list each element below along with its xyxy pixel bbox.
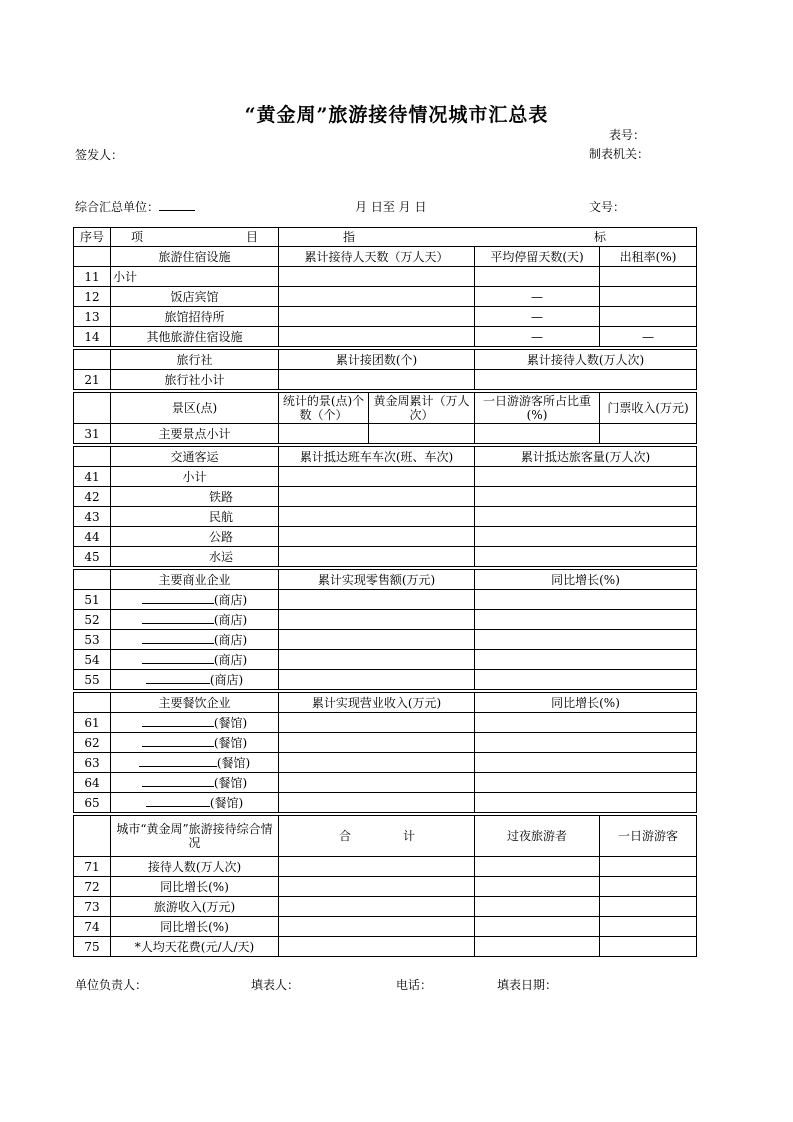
summary-unit-blank[interactable] bbox=[159, 199, 195, 211]
table-row: 75 *人均天花费(元/人/天) bbox=[74, 937, 697, 957]
table-row: 14 其他旅游住宿设施 — — bbox=[74, 327, 697, 347]
date-range: 月 日至 月 日 bbox=[355, 200, 427, 214]
data-cell[interactable] bbox=[475, 650, 697, 670]
data-cell[interactable] bbox=[600, 917, 697, 937]
shop-name-cell[interactable]: (商店) bbox=[111, 670, 279, 690]
data-cell[interactable] bbox=[279, 307, 475, 327]
table-row: 73 旅游收入(万元) bbox=[74, 897, 697, 917]
data-cell[interactable] bbox=[475, 753, 697, 773]
restaurant-name-blank[interactable] bbox=[146, 795, 210, 807]
data-cell[interactable] bbox=[279, 630, 475, 650]
data-cell[interactable] bbox=[475, 630, 697, 650]
data-cell[interactable] bbox=[279, 897, 475, 917]
form-title: “黄金周”旅游接待情况城市汇总表 bbox=[244, 104, 549, 126]
table-row: 63 (餐馆) bbox=[74, 753, 697, 773]
data-cell[interactable] bbox=[475, 713, 697, 733]
table-row: 52 (商店) bbox=[74, 610, 697, 630]
data-cell[interactable] bbox=[279, 327, 475, 347]
data-cell[interactable] bbox=[279, 267, 475, 287]
signer-label: 签发人： bbox=[75, 148, 124, 162]
data-cell[interactable] bbox=[279, 547, 475, 567]
restaurant-name-blank[interactable] bbox=[139, 755, 217, 767]
table-header-row bbox=[74, 228, 697, 247]
table-row: 65 (餐馆) bbox=[74, 793, 697, 813]
data-cell[interactable] bbox=[279, 857, 475, 877]
shop-name-cell[interactable]: (商店) bbox=[111, 590, 279, 610]
data-cell[interactable] bbox=[279, 610, 475, 630]
summary-unit-field[interactable] bbox=[75, 198, 195, 215]
data-cell: — bbox=[475, 327, 600, 347]
data-cell[interactable] bbox=[475, 733, 697, 753]
table-row: 72 同比增长(%) bbox=[74, 877, 697, 897]
data-cell[interactable] bbox=[279, 370, 475, 390]
fill-date-label: 填表日期： bbox=[497, 978, 558, 992]
table-row: 64 (餐馆) bbox=[74, 773, 697, 793]
data-cell[interactable] bbox=[279, 487, 475, 507]
restaurant-name-cell[interactable]: (餐馆) bbox=[111, 793, 279, 813]
data-cell[interactable] bbox=[279, 773, 475, 793]
data-cell[interactable] bbox=[475, 527, 697, 547]
data-cell[interactable] bbox=[600, 877, 697, 897]
phone-label: 电话： bbox=[396, 978, 433, 992]
table-row: 21 旅行社小计 bbox=[74, 370, 697, 390]
data-cell[interactable] bbox=[600, 267, 697, 287]
restaurant-name-cell[interactable]: (餐馆) bbox=[111, 773, 279, 793]
data-cell[interactable] bbox=[600, 937, 697, 957]
data-cell[interactable] bbox=[279, 650, 475, 670]
data-cell[interactable] bbox=[475, 267, 600, 287]
data-cell[interactable] bbox=[475, 773, 697, 793]
data-cell[interactable] bbox=[475, 487, 697, 507]
data-cell[interactable] bbox=[279, 527, 475, 547]
data-cell[interactable] bbox=[279, 287, 475, 307]
data-cell[interactable] bbox=[600, 897, 697, 917]
table-number-label: 表号： bbox=[609, 128, 646, 142]
shop-name-cell[interactable]: (商店) bbox=[111, 610, 279, 630]
restaurant-name-blank[interactable] bbox=[142, 775, 214, 787]
data-cell[interactable] bbox=[475, 937, 600, 957]
data-cell: — bbox=[475, 307, 600, 327]
table-row: 53 (商店) bbox=[74, 630, 697, 650]
header-item: 项 目 bbox=[111, 228, 279, 247]
data-cell[interactable] bbox=[475, 897, 600, 917]
table-row: 41 小计 bbox=[74, 467, 697, 487]
restaurant-name-blank[interactable] bbox=[142, 715, 214, 727]
section-retail-header: 主要商业企业 累计实现零售额(万元) 同比增长(%) bbox=[74, 570, 697, 590]
table-row: 74 同比增长(%) bbox=[74, 917, 697, 937]
responsible-label: 单位负责人： bbox=[75, 978, 148, 992]
data-cell[interactable] bbox=[279, 917, 475, 937]
section-lodging-header: 旅游住宿设施 累计接待人天数（万人天） 平均停留天数(天) 出租率(%) bbox=[74, 247, 697, 267]
section-catering-header: 主要餐饮企业 累计实现营业收入(万元) 同比增长(%) bbox=[74, 693, 697, 713]
data-cell[interactable] bbox=[600, 424, 697, 444]
data-cell[interactable] bbox=[475, 917, 600, 937]
data-cell[interactable] bbox=[279, 424, 369, 444]
table-row: 43 民航 bbox=[74, 507, 697, 527]
data-cell[interactable] bbox=[475, 370, 697, 390]
section-scenic-header: 景区(点) 统计的景(点)个数（个） 黄金周累计（万人次） 一日游游客所占比重(%) 门票收入(万元) bbox=[74, 393, 697, 424]
data-cell[interactable] bbox=[279, 467, 475, 487]
summary-unit-label: 综合汇总单位： bbox=[75, 200, 160, 214]
table-row: 55 (商店) bbox=[74, 670, 697, 690]
data-cell[interactable] bbox=[475, 424, 600, 444]
data-cell[interactable] bbox=[475, 793, 697, 813]
shop-name-cell[interactable]: (商店) bbox=[111, 630, 279, 650]
data-cell[interactable] bbox=[279, 507, 475, 527]
table-row: 71 接待人数(万人次) bbox=[74, 857, 697, 877]
data-cell[interactable] bbox=[600, 287, 697, 307]
header-seq: 序号 bbox=[74, 228, 111, 247]
restaurant-name-cell[interactable]: (餐馆) bbox=[111, 733, 279, 753]
data-cell[interactable] bbox=[279, 877, 475, 897]
table-row: 13 旅馆招待所 — bbox=[74, 307, 697, 327]
section-agency-header: 旅行社 累计接团数(个) 累计接待人数(万人次) bbox=[74, 350, 697, 370]
data-cell[interactable] bbox=[475, 610, 697, 630]
table-row: 42 铁路 bbox=[74, 487, 697, 507]
data-cell[interactable] bbox=[279, 937, 475, 957]
data-cell[interactable] bbox=[279, 713, 475, 733]
table-row: 61 (餐馆) bbox=[74, 713, 697, 733]
data-cell: — bbox=[475, 287, 600, 307]
data-cell[interactable] bbox=[279, 733, 475, 753]
shop-name-blank[interactable] bbox=[146, 672, 210, 684]
data-cell[interactable] bbox=[475, 670, 697, 690]
data-cell[interactable] bbox=[369, 424, 475, 444]
restaurant-name-cell[interactable]: (餐馆) bbox=[111, 753, 279, 773]
data-cell[interactable] bbox=[279, 793, 475, 813]
data-cell[interactable] bbox=[600, 857, 697, 877]
shop-name-cell[interactable]: (商店) bbox=[111, 650, 279, 670]
summary-table bbox=[73, 227, 697, 957]
table-row: 54 (商店) bbox=[74, 650, 697, 670]
agency-label: 制表机关： bbox=[589, 147, 650, 161]
section-city-summary-header: 城市“黄金周”旅游接待综合情况 合 计 过夜旅游者 一日游游客 bbox=[74, 816, 697, 857]
data-cell[interactable] bbox=[279, 753, 475, 773]
data-cell[interactable] bbox=[600, 307, 697, 327]
shop-name-blank[interactable] bbox=[142, 652, 214, 664]
header-indicator: 指 标 bbox=[279, 228, 697, 247]
restaurant-name-blank[interactable] bbox=[142, 735, 214, 747]
data-cell[interactable] bbox=[475, 857, 600, 877]
doc-number-label: 文号： bbox=[589, 200, 626, 214]
data-cell: — bbox=[600, 327, 697, 347]
data-cell[interactable] bbox=[475, 590, 697, 610]
table-row: 44 公路 bbox=[74, 527, 697, 547]
table-row: 62 (餐馆) bbox=[74, 733, 697, 753]
data-cell[interactable] bbox=[475, 507, 697, 527]
shop-name-blank[interactable] bbox=[142, 592, 214, 604]
data-cell[interactable] bbox=[475, 467, 697, 487]
shop-name-blank[interactable] bbox=[142, 612, 214, 624]
filler-label: 填表人： bbox=[251, 978, 300, 992]
table-row: 11 小计 bbox=[74, 267, 697, 287]
table-row: 45 水运 bbox=[74, 547, 697, 567]
data-cell[interactable] bbox=[279, 590, 475, 610]
section-transport-header: 交通客运 累计抵达班车车次(班、车次) 累计抵达旅客量(万人次) bbox=[74, 447, 697, 467]
data-cell[interactable] bbox=[475, 877, 600, 897]
shop-name-blank[interactable] bbox=[142, 632, 214, 644]
data-cell[interactable] bbox=[279, 670, 475, 690]
table-row: 51 (商店) bbox=[74, 590, 697, 610]
table-row: 31 主要景点小计 bbox=[74, 424, 697, 444]
table-row: 12 饭店宾馆 — bbox=[74, 287, 697, 307]
restaurant-name-cell[interactable]: (餐馆) bbox=[111, 713, 279, 733]
data-cell[interactable] bbox=[475, 547, 697, 567]
